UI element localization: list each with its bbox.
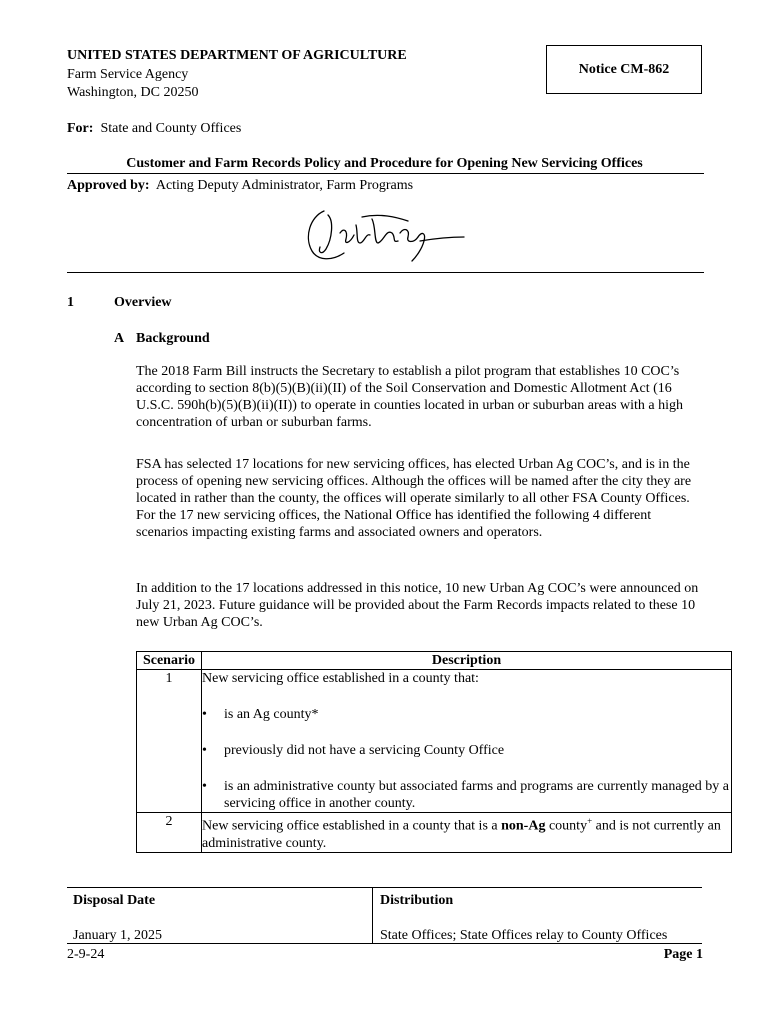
department-name: UNITED STATES DEPARTMENT OF AGRICULTURE <box>67 48 407 63</box>
notice-subject: Customer and Farm Records Policy and Procedure for Opening New Servicing Offices <box>126 156 643 171</box>
description-cell <box>202 670 732 813</box>
scenario-cell: 1 <box>137 670 202 813</box>
agency-address: Washington, DC 20250 <box>67 85 199 100</box>
notice-number-box <box>546 45 702 94</box>
scenario-table <box>136 651 732 853</box>
table-header-row <box>137 652 732 670</box>
bullet-list <box>202 706 731 812</box>
distribution-label: Distribution <box>380 893 454 908</box>
paragraph-3: In addition to the 17 locations addressed in this notice, 10 new Urban Ag COC’s were announced on July 21, 2023. Future guidance will be provided about the Farm Records impacts related to these 10 new Urban Ag COC’s. <box>136 581 699 630</box>
footnote-marker: + <box>587 816 593 826</box>
page-number: Page 1 <box>663 947 703 962</box>
section-title: Overview <box>114 295 172 310</box>
disposal-top-rule <box>67 887 702 888</box>
list-item: • is an Ag county* <box>202 706 731 723</box>
table-row <box>137 670 732 813</box>
for-line <box>67 120 241 137</box>
scenario-cell: 2 <box>137 813 202 853</box>
description-text: and is not currently an administrative county. <box>202 818 721 851</box>
for-label: For: <box>67 121 94 136</box>
agency-name: Farm Service Agency <box>67 67 189 82</box>
list-item: • previously did not have a servicing County Office <box>202 742 731 759</box>
disposal-divider <box>372 887 373 943</box>
approved-by-line <box>67 177 413 194</box>
table-row <box>137 813 732 853</box>
subject-divider <box>67 173 704 174</box>
notice-number: Notice CM-862 <box>578 62 670 77</box>
description-bold: non-Ag <box>501 818 546 834</box>
paragraph-2: FSA has selected 17 locations for new servicing offices, has elected Urban Ag COC’s, and is in the process of opening new servicing offices. Although the offices will be named after the city they are located in rather than the county, the offices will operate similarly to all other FSA County Offices. For the 17 new servicing offices, the National Office has identified the following 4 different scenarios impacting existing farms and associated owners and operators. <box>136 457 692 540</box>
description-text: county <box>545 818 588 834</box>
footer-date: 2-9-24 <box>67 947 105 962</box>
approval-divider <box>67 272 704 273</box>
scenario-header: Scenario <box>137 652 202 670</box>
paragraph-1: The 2018 Farm Bill instructs the Secretary to establish a pilot program that establishes 10 COC’s according to section 8(b)(5)(B)(ii)(II) of the Soil Conservation and Domestic Allotment Act (16 U.S.C. 590h(b)(5)(B)(ii)(II)) to operate in counties located in urban or suburban areas with a high concentration of urban or suburban farms. <box>136 364 684 430</box>
list-item: • is an administrative county but associated farms and programs are currently managed by a servicing office in another county. <box>202 778 731 812</box>
signature-image <box>300 203 470 265</box>
approved-label: Approved by: <box>67 178 150 193</box>
disposal-date-value: January 1, 2025 <box>73 928 163 943</box>
section-number: 1 <box>67 295 74 310</box>
description-intro: New servicing office established in a county that: <box>202 671 479 686</box>
distribution-value: State Offices; State Offices relay to County Offices <box>380 928 668 943</box>
disposal-date-label: Disposal Date <box>73 893 156 908</box>
description-cell <box>202 813 732 853</box>
for-value: State and County Offices <box>100 121 242 136</box>
description-header: Description <box>202 652 732 670</box>
description-text: New servicing office established in a county that is a <box>202 818 502 834</box>
subsection-title: Background <box>136 331 210 346</box>
subsection-letter: A <box>114 331 125 346</box>
approved-value: Acting Deputy Administrator, Farm Programs <box>155 178 414 193</box>
